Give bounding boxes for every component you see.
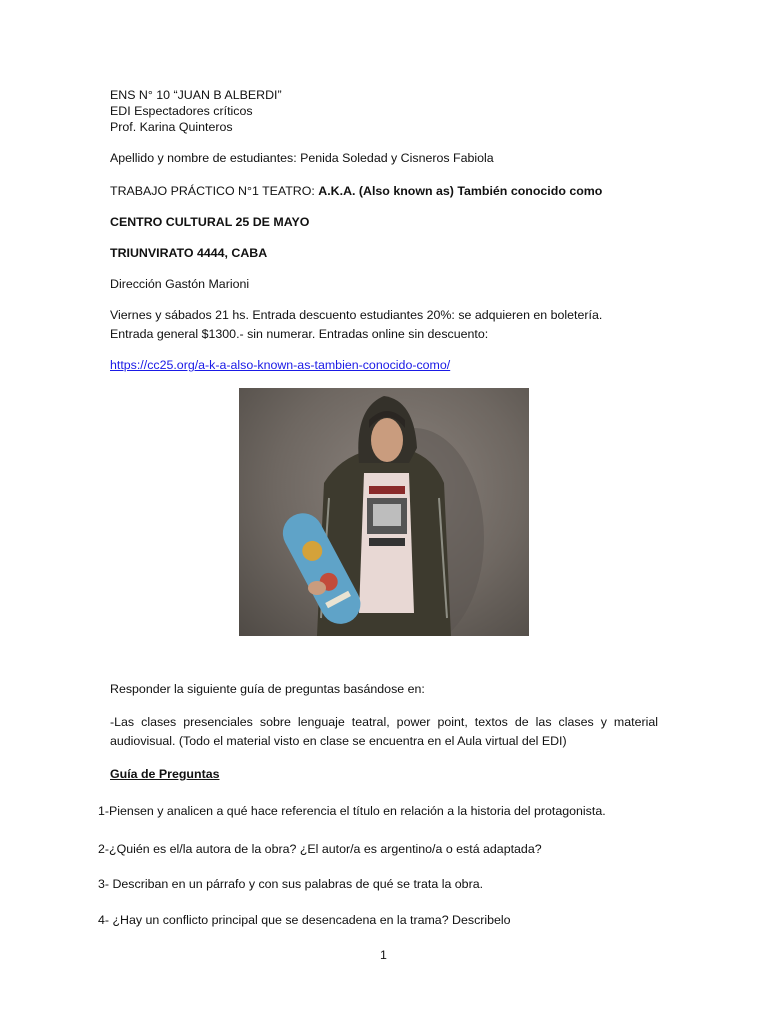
subject-name: EDI Espectadores críticos [110, 104, 253, 118]
tickets-link[interactable]: https://cc25.org/a-k-a-also-known-as-tambien-conocido-como/ [110, 358, 451, 372]
instructions-materials: -Las clases presenciales sobre lenguaje teatral, power point, textos de las clases y material audiovisual. (Todo el material visto en clase se encuentra en el Aula virtual del EDI) [110, 715, 658, 748]
play-title: A.K.A. (Also known as) También conocido como [318, 184, 603, 198]
instructions-intro: Responder la siguiente guía de preguntas basándose en: [110, 682, 425, 696]
schedule-line-1: Viernes y sábados 21 hs. Entrada descuento estudiantes 20%: se adquieren en boletería. [110, 308, 603, 322]
professor-name: Prof. Karina Quinteros [110, 120, 233, 134]
students-line: Apellido y nombre de estudiantes: Penida Soledad y Cisneros Fabiola [110, 151, 494, 165]
play-photo [239, 388, 529, 636]
venue-name: CENTRO CULTURAL 25 DE MAYO [110, 215, 310, 229]
schedule-line-2: Entrada general $1300.- sin numerar. Entradas online sin descuento: [110, 327, 489, 341]
assignment-prefix: TRABAJO PRÁCTICO N°1 TEATRO: [110, 184, 319, 198]
assignment-title [110, 184, 602, 198]
page-number: 1 [380, 948, 387, 962]
school-name: ENS N° 10 “JUAN B ALBERDI” [110, 88, 282, 102]
guide-title: Guía de Preguntas [110, 767, 220, 781]
director-line: Dirección Gastón Marioni [110, 277, 250, 291]
actor-with-skateboard-image [239, 388, 529, 636]
question-1: 1-Piensen y analicen a qué hace referencia el título en relación a la historia del protagonista. [98, 804, 606, 818]
question-3: 3- Describan en un párrafo y con sus palabras de qué se trata la obra. [98, 877, 484, 891]
venue-address: TRIUNVIRATO 4444, CABA [110, 246, 268, 260]
question-2: 2-¿Quién es el/la autora de la obra? ¿El autor/a es argentino/a o está adaptada? [98, 842, 542, 856]
question-4: 4- ¿Hay un conflicto principal que se desencadena en la trama? Describelo [98, 913, 511, 927]
